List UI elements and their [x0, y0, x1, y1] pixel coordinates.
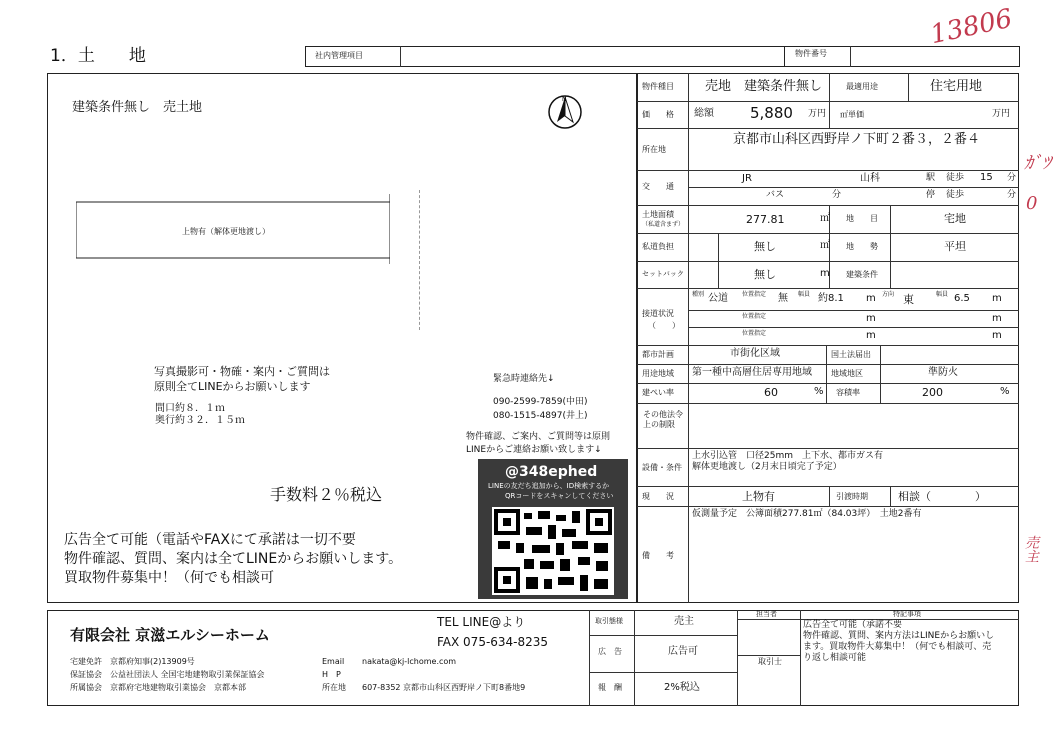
status-label: 現 況	[642, 492, 674, 501]
zone-value: 第一種中高層住居専用地域	[692, 367, 812, 378]
bus-stop: 停	[926, 190, 936, 200]
chimoku-label: 地 目	[846, 214, 878, 223]
handwritten-number: 13806	[927, 3, 1015, 51]
kind-value: 売地 建築条件無し	[705, 79, 823, 94]
tel: TEL LINE@より	[437, 615, 526, 629]
minute: 分	[1007, 173, 1017, 183]
ad-label: 広 告	[598, 647, 622, 656]
district-label: 地域地区	[831, 369, 863, 378]
email-label: Email	[322, 657, 345, 666]
price-unit: 万円	[808, 109, 827, 119]
terrain-label: 地 勢	[846, 242, 878, 251]
assoc-label: 所属協会	[70, 683, 102, 692]
left-heading: 建築条件無し 売土地	[72, 100, 203, 115]
depth: 奥行約３２．１５ｍ	[155, 415, 245, 426]
front-unit-2: m	[992, 313, 1002, 324]
phone-1: 090-2599-7859(中田)	[493, 397, 588, 407]
setback-unit: m	[820, 268, 830, 279]
phone-2: 080-1515-4897(井上)	[493, 411, 588, 421]
road-type-label: 種別	[692, 291, 705, 298]
special-line-4: り返し相談可能	[803, 653, 867, 663]
loc-label: 位置指定	[742, 291, 767, 298]
sqm-2: ㎡	[820, 240, 830, 251]
traffic-label: 交 通	[642, 182, 674, 191]
unit-price-label: ㎡単価	[840, 110, 864, 119]
price-value: 5,880	[750, 104, 793, 122]
fee-value: 2%税込	[664, 682, 700, 693]
setback-value: 無し	[754, 268, 776, 281]
address-value: 京都市山科区西野岸ノ下町２番３，２番４	[733, 132, 981, 147]
bcr-label: 建ぺい率	[642, 388, 674, 397]
minute-2: 分	[1007, 190, 1017, 200]
terrain-value: 平坦	[944, 240, 966, 253]
photo-note-1: 写真撮影可・物確・案内・ご質問は	[154, 365, 330, 378]
front-label: 幅員	[936, 291, 949, 298]
bcr-value: 60	[764, 386, 778, 399]
remarks-label: 備 考	[642, 551, 674, 560]
line-note-1: 物件確認、ご案内、ご質問等は原則	[466, 432, 611, 442]
width-unit-2: m	[866, 313, 876, 324]
road-label: 接道状況	[642, 309, 674, 318]
property-table	[637, 73, 1019, 603]
special-line-1: 広告全て可能（承諾不要	[803, 620, 903, 630]
line-name: JR	[742, 173, 752, 184]
use-label: 最適用途	[846, 82, 878, 91]
land-area-sub: （私道含まず）	[642, 221, 685, 228]
road-paren: （ ）	[648, 321, 680, 330]
width-unit: m	[866, 293, 876, 304]
walk-min: 15	[980, 172, 993, 183]
photo-note-2: 原則全てLINEからお願いします	[154, 380, 311, 393]
property-no-label: 物件番号	[795, 49, 827, 58]
front-unit: m	[992, 293, 1002, 304]
fee-label: 報 酬	[598, 683, 622, 692]
price-label: 価 格	[642, 110, 674, 119]
setback-label: セットバック	[642, 270, 684, 278]
remarks-value: 仮測量予定 公簿面積277.81㎡（84.03坪） 土地2番有	[692, 509, 922, 519]
hand-note-3: 売主	[1023, 535, 1039, 563]
facility-line-1: 上水引込管 口径25mm 上下水、都市ガス有	[692, 451, 883, 461]
ad-line-2: 物件確認、質問、案内は全てLINEからお願いします。	[64, 551, 403, 567]
private-road-value: 無し	[754, 240, 776, 253]
loc-label-3: 位置指定	[742, 330, 767, 337]
land-area-value: 277.81	[746, 213, 785, 226]
license: 京都府知事(2)13909号	[110, 657, 195, 666]
city-plan-label: 都市計画	[642, 350, 674, 359]
walk-label: 徒歩	[946, 173, 965, 183]
commission: 手数料２％税込	[270, 485, 383, 504]
building-note: 上物有（解体更地渡し）	[182, 227, 270, 236]
handover-value: 相談（ ）	[898, 490, 986, 503]
dir-label: 方向	[882, 291, 895, 298]
price-prefix: 総額	[694, 108, 714, 119]
facility-label: 設備・条件	[642, 463, 682, 472]
assoc: 京都府宅地建物取引業協会 京都本部	[110, 683, 246, 692]
addr: 607-8352 京都市山科区西野岸ノ下町8番地9	[362, 683, 526, 692]
district-value: 準防火	[928, 367, 958, 378]
sqm-1: ㎡	[820, 213, 830, 224]
far-label: 容積率	[836, 388, 860, 397]
ad-line-1: 広告全て可能（電話やFAXにて承諾は一切不要	[64, 532, 356, 548]
city-plan-value: 市街化区域	[730, 348, 780, 359]
handover-label: 引渡時期	[836, 492, 868, 501]
road-type: 公道	[708, 293, 728, 304]
build-cond-label: 建築条件	[846, 270, 878, 279]
special-line-3: ます。買取物件大募集中！（何でも相談可、売	[803, 642, 992, 652]
front-value: 6.5	[954, 293, 970, 304]
internal-item-label: 社内管理項目	[315, 51, 363, 60]
bus-label: バス	[766, 190, 785, 200]
hp-label: H P	[322, 670, 341, 679]
width-unit-3: m	[866, 330, 876, 341]
address-label: 所在地	[642, 145, 666, 154]
license-label: 宅建免許	[70, 657, 102, 666]
internal-item-box	[305, 46, 785, 67]
deal-label: 取引態様	[595, 617, 623, 625]
station-suffix: 駅	[926, 173, 936, 183]
qr-code-icon	[492, 507, 614, 595]
agent-label: 取引士	[758, 657, 782, 666]
bcr-percent: %	[814, 386, 824, 397]
north-arrow-icon	[546, 92, 584, 130]
other-label: その他法令上の制限	[643, 410, 683, 430]
zone-label: 用途地域	[642, 369, 674, 378]
company-name: 有限会社 京滋エルシーホーム	[70, 626, 270, 644]
national-label: 国土法届出	[831, 350, 871, 359]
svg-text:N: N	[562, 96, 567, 103]
walk-label-2: 徒歩	[946, 190, 965, 200]
person-label: 担当者	[756, 610, 777, 618]
guarantee-label: 保証協会	[70, 670, 102, 679]
email[interactable]: nakata@kj-lchome.com	[362, 657, 457, 666]
hand-note-2: 0	[1026, 193, 1038, 214]
loc-value: 無	[778, 293, 788, 304]
special-label: 特記事項	[893, 610, 921, 618]
loc-label-2: 位置指定	[742, 313, 767, 320]
line-note-2: LINEからご連絡お願い致します↓	[466, 445, 602, 455]
width-value: 約8.1	[818, 293, 844, 304]
station: 山科	[860, 173, 880, 184]
chimoku-value: 宅地	[944, 212, 966, 225]
ad-value: 広告可	[668, 646, 698, 657]
land-area-label: 土地面積	[642, 210, 674, 219]
addr-label: 所在地	[322, 683, 346, 692]
dir-value: 東	[903, 293, 914, 306]
kind-label: 物件種目	[642, 82, 674, 91]
line-hint-2: QRコードをスキャンしてください	[505, 492, 614, 500]
front-unit-3: m	[992, 330, 1002, 341]
use-value: 住宅用地	[930, 79, 983, 94]
fax: FAX 075-634-8235	[437, 635, 549, 649]
bus-min: 分	[832, 190, 842, 200]
status-value: 上物有	[742, 490, 775, 503]
hand-note-1: ｶﾞﾂ	[1024, 153, 1051, 174]
line-hint-1: LINEの友だち追加から、ID検索するか	[488, 482, 610, 490]
private-road-label: 私道負担	[642, 242, 674, 251]
far-percent: %	[1000, 386, 1010, 397]
line-id: @348ephed	[505, 464, 598, 480]
unit-price-unit: 万円	[992, 109, 1011, 119]
special-line-2: 物件確認、質問、案内方法はLINEからお願いし	[803, 631, 995, 641]
facility-line-2: 解体更地渡し（2月末日頃完了予定）	[692, 462, 842, 472]
deal-value: 売主	[674, 616, 694, 627]
ad-line-3: 買取物件募集中！（何でも相談可	[64, 570, 274, 586]
section-title: 1．土 地	[50, 46, 146, 66]
width-label: 幅員	[798, 291, 811, 298]
emergency-title: 緊急時連絡先↓	[493, 374, 555, 384]
guarantee: 公益社団法人 全国宅地建物取引業保証協会	[110, 670, 265, 679]
far-value: 200	[922, 386, 943, 399]
frontage: 間口約８．１ｍ	[155, 403, 225, 414]
